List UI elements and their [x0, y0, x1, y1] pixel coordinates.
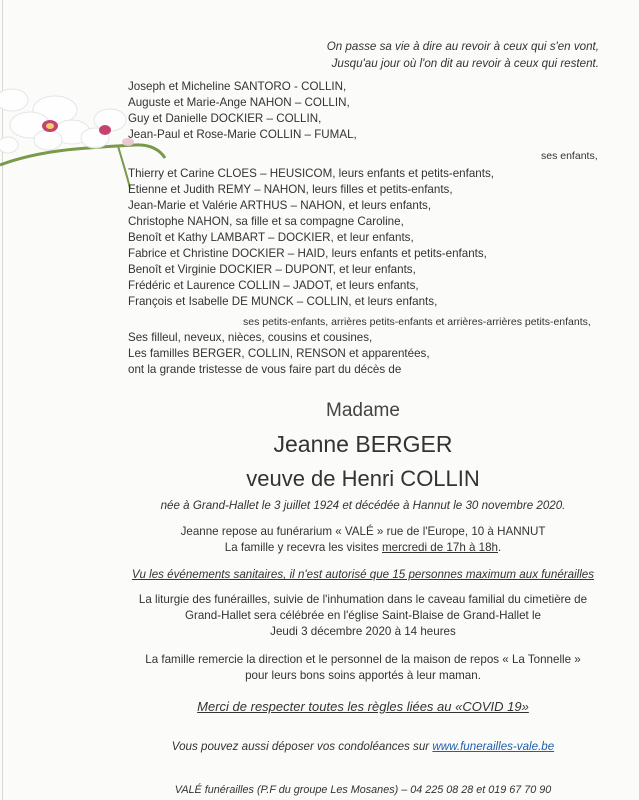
visits-time: mercredi de 17h à 18h: [381, 541, 498, 554]
grandchildren-line: Thierry et Carine CLOES – HEUSICOM, leurs enfants et petits-enfants,: [128, 167, 494, 180]
grandchildren-line: Benoît et Virginie DOCKIER – DUPONT, et leur enfants,: [128, 263, 416, 276]
quote-line-1: On passe sa vie à dire au revoir à ceux qui s'en vont,: [326, 40, 599, 53]
children-line: Joseph et Micheline SANTORO - COLLIN,: [128, 80, 347, 93]
condolences-link[interactable]: www.funerailles-vale.be: [432, 740, 555, 753]
thanks-line-2: pour leurs bons soins apportés à leur maman.: [245, 669, 481, 682]
other-relatives: [128, 330, 430, 378]
deceased-title: Madame: [326, 400, 400, 421]
visits-line-2: [0, 540, 639, 556]
visits-suffix: .: [498, 541, 502, 554]
children-line: Auguste et Marie-Ange NAHON – COLLIN,: [128, 96, 350, 109]
visits-prefix: La famille y recevra les visites: [224, 541, 382, 554]
grandchildren-label: ses petits-enfants, arrières petits-enfants et arrières-arrières petits-enfants,: [243, 316, 591, 328]
grandchildren-line: Frédéric et Laurence COLLIN – JADOT, et leurs enfants,: [128, 279, 419, 292]
children-line: Jean-Paul et Rose-Marie COLLIN – FUMAL,: [128, 128, 357, 141]
ceremony-line-1: La liturgie des funérailles, suivie de l'inhumation dans le caveau familial du cimetière de: [138, 593, 588, 606]
relatives-line: Ses filleul, neveux, nièces, cousins et cousines,: [128, 331, 373, 344]
ceremony-date: Jeudi 3 décembre 2020 à 14 heures: [270, 625, 456, 638]
grandchildren-line: François et Isabelle DE MUNCK – COLLIN, et leurs enfants,: [128, 295, 438, 308]
birth-death-dates: née à Grand-Hallet le 3 juillet 1924 et décédée à Hannut le 30 novembre 2020.: [160, 499, 566, 512]
deceased-name: Jeanne BERGER: [273, 431, 453, 457]
relatives-line: ont la grande tristesse de vous faire part du décès de: [128, 363, 402, 376]
thanks-line-1: La famille remercie la direction et le personnel de la maison de repos « La Tonnelle »: [145, 653, 581, 666]
opening-quote: [327, 38, 599, 72]
ceremony-line-2: Grand-Hallet sera célébrée en l'église Saint-Blaise de Grand-Hallet le: [184, 609, 541, 622]
quote-line-2: Jusqu'au jour où l'on dit au revoir à ceux qui restent.: [331, 57, 599, 70]
grandchildren-line: Etienne et Judith REMY – NAHON, leurs filles et petits-enfants,: [128, 183, 453, 196]
relatives-line: Les familles BERGER, COLLIN, RENSON et apparentées,: [128, 347, 430, 360]
grandchildren-line: Jean-Marie et Valérie ARTHUS – NAHON, et leurs enfants,: [128, 199, 432, 212]
condolences-prefix: Vous pouvez aussi déposer vos condoléances sur: [171, 740, 433, 753]
covid-notice: Merci de respecter toutes les règles liées au «COVID 19»: [197, 699, 529, 714]
footer-contact: VALÉ funérailles (P.F du groupe Les Mosanes) – 04 225 08 28 et 019 67 70 90: [174, 784, 552, 796]
children-list: [128, 79, 357, 143]
condolences-line: [0, 739, 639, 755]
sanitary-notice: Vu les événements sanitaires, il n'est autorisé que 15 personnes maximum aux funérailles: [131, 568, 595, 581]
visits-line-1: Jeanne repose au funérarium « VALÉ » rue de l'Europe, 10 à HANNUT: [180, 525, 546, 538]
ceremony-info: [0, 592, 639, 640]
visits-info: [0, 524, 639, 556]
grandchildren-list: [128, 166, 494, 310]
children-line: Guy et Danielle DOCKIER – COLLIN,: [128, 112, 322, 125]
children-label: ses enfants,: [541, 150, 598, 162]
thanks-message: [0, 652, 639, 684]
grandchildren-line: Christophe NAHON, sa fille et sa compagne Caroline,: [128, 215, 404, 228]
grandchildren-line: Fabrice et Christine DOCKIER – HAID, leurs enfants et petits-enfants,: [128, 247, 487, 260]
deceased-widow-of: veuve de Henri COLLIN: [246, 466, 480, 491]
grandchildren-line: Benoît et Kathy LAMBART – DOCKIER, et leur enfants,: [128, 231, 414, 244]
